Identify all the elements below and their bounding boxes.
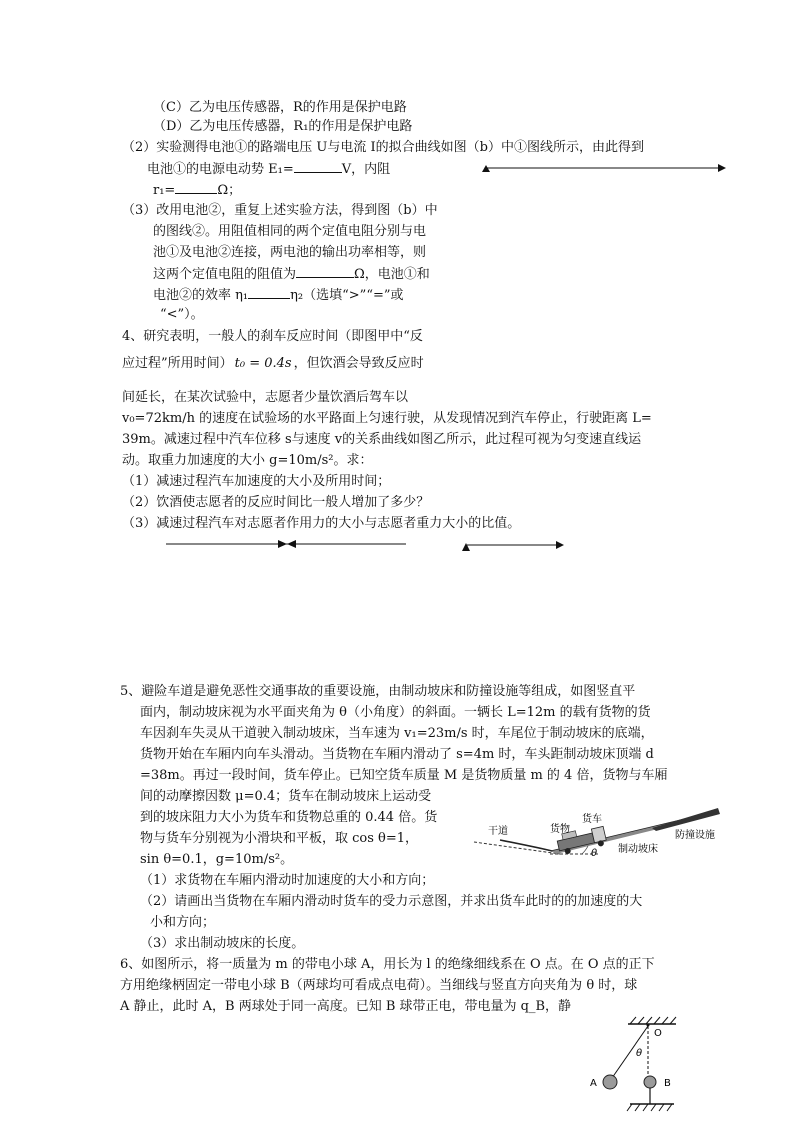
q3-resistance-blank [296, 265, 354, 278]
q4-line1: 4、研究表明，一般人的刹车反应时间（即图甲中“反 [122, 329, 423, 344]
q5-line1: 5、避险车道是避免恶性交通事故的重要设施，由制动坡床和防撞设施等组成，如图竖直平 [120, 684, 636, 699]
q4-line6: 动。取重力加速度的大小 g=10m/s²。求： [122, 453, 373, 468]
q3-r1-blank [175, 181, 217, 194]
q5-sub1: （1）求货物在车厢内滑动时加速度的大小和方向； [140, 873, 435, 888]
q3-resistance-unit: Ω，电池①和 [354, 267, 430, 282]
q3-part3-line5 [153, 286, 404, 305]
q4-right-arrow [462, 537, 564, 553]
escape-ramp-figure [470, 808, 730, 870]
q5-line2: 面内，制动坡床视为水平面夹角为 θ（小角度）的斜面。一辆长 L=12m 的载有货物的货 [140, 705, 651, 720]
q4-line2 [122, 355, 424, 373]
q3-part3-line4 [153, 265, 430, 284]
string-line [612, 1026, 648, 1078]
q4-sub1: （1）减速过程汽车加速度的大小及所用时间； [122, 474, 391, 489]
q4-reaction-time-formula: t₀ = 0.4s [234, 356, 292, 371]
q3-emf-label: 电池①的电源电动势 E₁= [147, 162, 294, 177]
q3-part2-line1: （2）实验测得电池①的路端电压 U与电流 I的拟合曲线如图（b）中①图线所示，由此得到 [122, 140, 644, 155]
q6-line3: A 静止，此时 A，B 两球处于同一高度。已知 B 球带正电，带电量为 q_B，静 [120, 999, 572, 1014]
q3-part2-line2 [147, 160, 390, 179]
q3-arrow-line [482, 160, 727, 174]
q4-left-arrows [166, 538, 408, 550]
q3-option-c: （C）乙为电压传感器，R的作用是保护电路 [153, 100, 407, 115]
q5-sub2b: 小和方向； [150, 915, 216, 930]
q4-line2-text-b: ，但饮酒会导致反应时 [293, 356, 424, 371]
q4-line3: 间延长，在某次试验中，志愿者少量饮酒后驾车以 [122, 390, 409, 405]
q5-line9: sin θ=0.1，g=10m/s²。 [140, 852, 294, 867]
label-theta: θ [636, 1048, 643, 1059]
q4-line2-text-a: 应过程”所用时间） [122, 356, 233, 371]
label-bed: 制动坡床 [618, 844, 658, 855]
q3-resistance-label: 这两个定值电阻的阻值为 [153, 267, 297, 282]
pendulum-figure [590, 1016, 700, 1123]
ball-b [644, 1076, 656, 1088]
q3-eff-choice: η₂（选填“>”“=”或 [290, 288, 404, 303]
label-o: O [654, 1028, 662, 1039]
label-cargo: 货物 [550, 824, 570, 835]
q3-option-d: （D）乙为电压传感器，R₁的作用是保护电路 [153, 119, 413, 134]
q3-emf-blank [294, 160, 342, 173]
label-b: B [664, 1078, 671, 1089]
q3-part3-line1: （3）改用电池②，重复上述实验方法，得到图（b）中 [122, 203, 438, 218]
q5-sub2a: （2）请画出当货物在车厢内滑动时货车的受力示意图，并求出货车此时的的加速度的大 [140, 894, 643, 909]
q5-line5: =38m。再过一段时间，货车停止。已知空货车质量 M 是货物质量 m 的 4 倍，货物与车厢 [140, 768, 668, 783]
q5-line4: 货物开始在车厢内向车头滑动。当货物在车厢内滑动了 s=4m 时，车头距制动坡床顶端 d [140, 747, 654, 762]
q3-emf-unit: V，内阻 [341, 162, 391, 177]
q3-part3-line6: “<”）。 [160, 307, 204, 322]
label-truck: 货车 [582, 814, 602, 825]
q3-r1-label: r₁= [153, 183, 176, 198]
label-barrier: 防撞设施 [675, 830, 715, 841]
q5-line7: 到的坡床阻力大小为货车和货物总重的 0.44 倍。货 [140, 810, 438, 825]
q3-part3-line3: 池①及电池②连接，两电池的输出功率相等，则 [153, 245, 427, 260]
q4-line5: 39m。减速过程中汽车位移 s与速度 v的关系曲线如图乙所示，此过程可视为匀变速直线运 [122, 432, 642, 447]
q6-line2: 方用绝缘柄固定一带电小球 B（两球均可看成点电荷）。当细线与竖直方向夹角为 θ 时，球 [120, 978, 638, 993]
label-road: 干道 [488, 826, 508, 837]
q5-sub3: （3）求出制动坡床的长度。 [140, 936, 305, 951]
q3-eff-label: 电池②的效率 η₁ [153, 288, 249, 303]
q5-line3: 车因刹车失灵从干道驶入制动坡床，当车速为 v₁=23m/s 时，车尾位于制动坡床的底端， [140, 726, 654, 741]
label-ramp-theta: θ [591, 848, 598, 859]
label-a: A [590, 1078, 597, 1089]
q4-sub2: （2）饮酒使志愿者的反应时间比一般人增加了多少？ [122, 495, 430, 510]
q4-line4: v₀=72km/h 的速度在试验场的水平路面上匀速行驶，从发现情况到汽车停止，行驶距离 L= [122, 411, 652, 426]
q3-part3-line2: 的图线②。用阻值相同的两个定值电阻分别与电 [153, 224, 427, 239]
q4-sub3: （3）减速过程汽车对志愿者作用力的大小与志愿者重力大小的比值。 [122, 516, 521, 531]
ball-a [603, 1075, 617, 1089]
q6-line1: 6、如图所示，将一质量为 m 的带电小球 A，用长为 l 的绝缘细线系在 O 点。在 O 点的正下 [120, 957, 655, 972]
barrier-shape [652, 808, 720, 831]
q3-part2-line3 [153, 181, 241, 200]
q3-r1-unit: Ω； [217, 183, 242, 198]
q5-line8: 物与货车分别视为小滑块和平板，取 cos θ=1， [140, 831, 419, 846]
q5-line6: 间的动摩擦因数 μ=0.4；货车在制动坡床上运动受 [140, 789, 432, 804]
q3-eff-blank [248, 286, 290, 299]
